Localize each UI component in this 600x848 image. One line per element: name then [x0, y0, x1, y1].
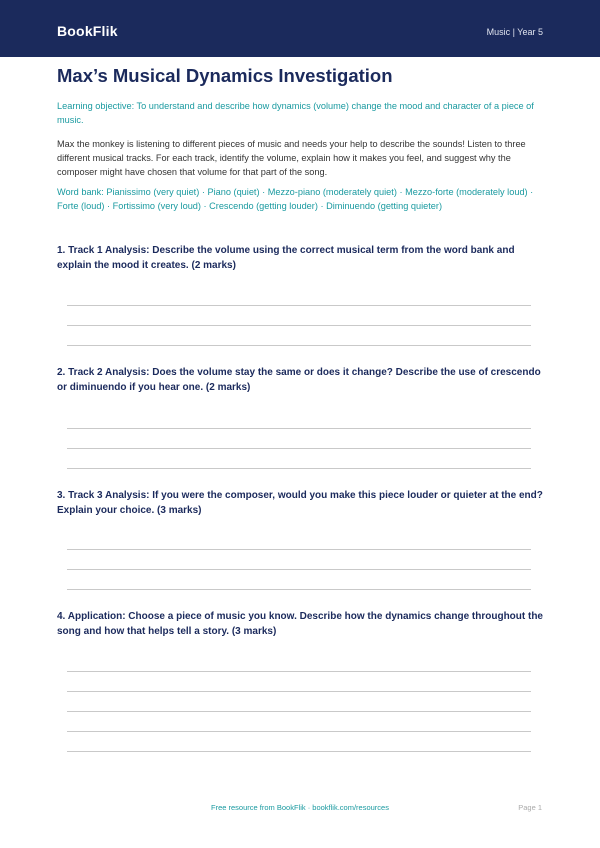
learning-objective: Learning objective: To understand and describe how dynamics (volume) change the mood and character of a piece of music.: [57, 101, 534, 125]
question-1: 1. Track 1 Analysis: Describe the volume using the correct musical term from the word bank and explain the mood it creates. (2 marks): [57, 245, 515, 271]
question-2: 2. Track 2 Analysis: Does the volume stay the same or does it change? Describe the use of crescendo or diminuendo if you hear one. (2 marks): [57, 367, 541, 393]
answer-line[interactable]: [67, 671, 531, 672]
answer-line[interactable]: [67, 731, 531, 732]
answer-line[interactable]: [67, 549, 531, 550]
answer-line[interactable]: [67, 691, 531, 692]
word-bank: Word bank: Pianissimo (very quiet) · Piano (quiet) · Mezzo-piano (moderately quiet) · Mezzo-forte (moderately loud) · Forte (loud) · Fortissimo (very loud) · Crescendo (getting louder) · Diminuendo (getting quieter): [57, 187, 534, 211]
answer-line[interactable]: [67, 325, 531, 326]
question-4: 4. Application: Choose a piece of music you know. Describe how the dynamics change throughout the song and how that helps tell a story. (3 marks): [57, 611, 543, 637]
answer-line[interactable]: [67, 711, 531, 712]
answer-line[interactable]: [67, 428, 531, 429]
page-title: Max’s Musical Dynamics Investigation: [57, 65, 393, 86]
answer-line[interactable]: [67, 345, 531, 346]
answer-line[interactable]: [67, 305, 531, 306]
answer-line[interactable]: [67, 589, 531, 590]
answer-line[interactable]: [67, 569, 531, 570]
question-3: 3. Track 3 Analysis: If you were the composer, would you make this piece louder or quieter at the end? Explain your choice. (3 marks): [57, 490, 543, 516]
intro-paragraph: Max the monkey is listening to different pieces of music and needs your help to describe the sounds! Listen to three different musical tracks. For each track, identify the volume, explain how it makes you feel, and suggest why the composer might have chosen that volume for that part of the song.: [57, 139, 526, 177]
page-number: Page 1: [518, 803, 542, 812]
answer-line[interactable]: [67, 468, 531, 469]
answer-line[interactable]: [67, 751, 531, 752]
footer-resource-link[interactable]: Free resource from BookFlik · bookflik.com/resources: [211, 803, 389, 812]
subject-year-label: Music | Year 5: [486, 27, 543, 37]
answer-line[interactable]: [67, 448, 531, 449]
brand-logo[interactable]: BookFlik: [57, 23, 118, 39]
header-bar: [0, 0, 600, 57]
